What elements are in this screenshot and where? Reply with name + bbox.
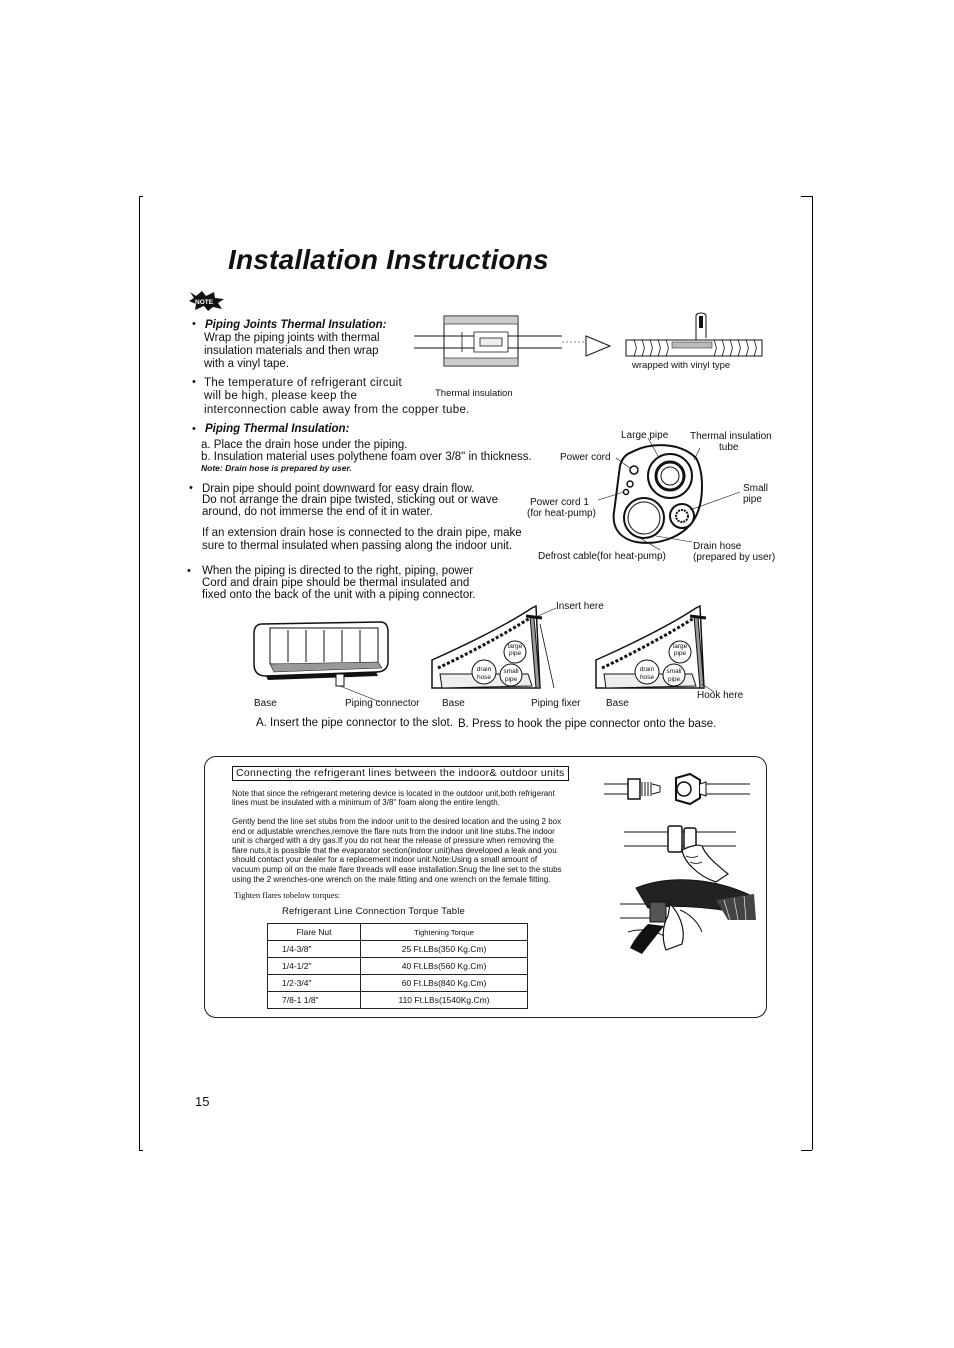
wrapped-label: wrapped with vinyl type [632, 360, 731, 371]
bullet: • [189, 482, 193, 494]
drain-hose-label: Drain hose [693, 541, 742, 552]
section2-line: The temperature of refrigerant circuit [204, 377, 403, 389]
power-cord1-label: Power cord 1 [530, 497, 589, 508]
bullet: • [192, 318, 196, 330]
table-cell: 60 Ft.LBs(840 Kg.Cm) [361, 975, 528, 992]
refrigerant-para2-line: vacuum pump oil on the male flare threads will ease installation.Snug the line set to the stubs [232, 865, 562, 874]
section1-line: insulation materials and then wrap [204, 345, 379, 357]
table-header-row [268, 924, 528, 941]
refrigerant-para1-line: lines must be insulated with a minimum of 3/8" foam along the entire length. [232, 798, 500, 807]
section4-ext-line: sure to thermal insulated when passing along the indoor unit. [202, 540, 513, 552]
drain-hose-small-label: drain [476, 666, 492, 673]
table-cell: 25 Ft.LBs(350 Kg.Cm) [361, 941, 528, 958]
table-row [268, 941, 528, 958]
refrigerant-section-heading: Connecting the refrigerant lines between the indoor& outdoor units [232, 766, 569, 781]
large-pipe-small-label: pipe [673, 650, 687, 657]
refrigerant-para1-line: Note that since the refrigerant metering device is located in the outdoor unit,both refrigerant [232, 789, 555, 798]
small-pipe-small-label: small [666, 668, 682, 675]
note-badge-icon [188, 290, 226, 312]
small-pipe-small-label: pipe [667, 676, 681, 683]
crop-mark-right-bottom [801, 1150, 812, 1151]
torque-table-title: Refrigerant Line Connection Torque Table [282, 906, 465, 917]
base-label: Base [254, 698, 277, 709]
section4-ext-line: If an extension drain hose is connected to the drain pipe, make [202, 527, 522, 539]
section1-heading: Piping Joints Thermal Insulation: [205, 319, 387, 331]
section1-line: with a vinyl tape. [204, 358, 290, 370]
thermal-tube-label: tube [719, 442, 739, 453]
refrigerant-para2-line: Gently bend the line set stubs from the indoor unit to the desired location and the using 2 box [232, 817, 562, 826]
two-wrenches-figure [620, 874, 760, 958]
table-row [268, 975, 528, 992]
section3-line-a: a. Place the drain hose under the piping. [201, 439, 408, 451]
large-pipe-small-label: large [507, 643, 523, 650]
table-cell: 1/4-3/8" [268, 941, 361, 958]
thermal-insulation-label: Thermal insulation [435, 388, 513, 399]
page-number: 15 [195, 1094, 210, 1109]
caption-b: B. Press to hook the pipe connector onto the base. [458, 718, 717, 730]
crop-mark-right [812, 196, 813, 1150]
section5-line: When the piping is directed to the right, piping, power [202, 565, 474, 577]
section3-heading: Piping Thermal Insulation: [205, 423, 350, 435]
large-pipe-small-label: large [672, 643, 688, 650]
table-header: Tightening Torque [361, 924, 528, 941]
table-cell: 110 Ft.LBs(1540Kg.Cm) [361, 992, 528, 1009]
pipe-cross-section-figure [600, 440, 710, 550]
torque-table [267, 923, 528, 1009]
bullet: • [192, 376, 196, 388]
small-pipe-small-label: pipe [504, 676, 518, 683]
flare-fittings-figure [604, 770, 754, 812]
section2-line: will be high, please keep the [204, 390, 358, 402]
section5-line: Cord and drain pipe should be thermal insulated and [202, 577, 470, 589]
crop-mark-left-top [139, 196, 143, 197]
crop-mark-right-top [801, 196, 812, 197]
table-cell: 7/8-1 1/8" [268, 992, 361, 1009]
caption-a: A. Insert the pipe connector to the slot. [256, 717, 453, 729]
hook-here-label: Hook here [697, 690, 744, 701]
bullet: • [187, 565, 191, 577]
table-cell: 1/2-3/4" [268, 975, 361, 992]
refrigerant-para2-line: unit is charged with a dry gas.If you do not hear the release of pressure when removing the [232, 836, 554, 846]
table-cell: 1/4-1/2" [268, 958, 361, 975]
base-hook-figure [592, 604, 732, 694]
large-pipe-label: Large pipe [621, 430, 669, 441]
refrigerant-para2-line: using the 2 wrenches-one wrench on the male fitting and one wrench on the female fitting. [232, 874, 551, 884]
base-label: Base [442, 698, 465, 709]
section5-line: fixed onto the back of the unit with a piping connector. [202, 589, 476, 601]
page-title: Installation Instructions [228, 244, 549, 275]
drain-hose-label: (prepared by user) [693, 552, 776, 563]
crop-mark-left-bottom [139, 1150, 143, 1151]
section3-note: Note: Drain hose is prepared by user. [201, 463, 352, 473]
large-pipe-small-label: pipe [508, 650, 522, 657]
section3-line-b: b. Insulation material uses polythene foam over 3/8" in thickness. [201, 451, 532, 463]
small-pipe-label: pipe [743, 494, 762, 505]
indoor-unit-figure [250, 618, 400, 698]
drain-hose-small-label: hose [476, 674, 492, 681]
section4-line: around, do not immerse the end of it in water. [202, 506, 433, 518]
section2-line: interconnection cable away from the copper tube. [204, 404, 470, 416]
drain-hose-small-label: hose [639, 674, 655, 681]
piping-fixer-label: Piping fixer [531, 698, 581, 709]
section4-line: Drain pipe should point downward for easy drain flow. [202, 483, 475, 495]
power-cord1-label: (for heat-pump) [527, 508, 596, 519]
small-pipe-small-label: small [503, 668, 519, 675]
table-cell: 40 Ft.LBs(560 Kg.Cm) [361, 958, 528, 975]
defrost-cable-label: Defrost cable(for heat-pump) [538, 551, 666, 562]
crop-mark-left [139, 196, 140, 1150]
drain-hose-small-label: drain [639, 666, 655, 673]
piping-connector-label: Piping connector [345, 698, 420, 709]
table-row [268, 992, 528, 1009]
thermal-tube-label: Thermal insulation [690, 431, 772, 442]
section4-line: Do not arrange the drain pipe twisted, sticking out or wave [202, 494, 498, 506]
refrigerant-para2-line: end or adjustable wrenches,remove the flare nuts from the indoor unit line stubs.The indoor [232, 826, 555, 836]
refrigerant-para2-line: should contact your dealer for a replacement indoor unit.Note:Using a small amount of [232, 855, 538, 865]
refrigerant-para2-line: flare nuts,it is possible that the evaporator section(indoor unit)has developed a leak and you [232, 845, 557, 855]
section1-line: Wrap the piping joints with thermal [204, 332, 380, 344]
table-header: Flare Nut [268, 924, 361, 941]
table-row [268, 958, 528, 975]
power-cord-label: Power cord [560, 452, 611, 463]
insert-here-label: Insert here [556, 601, 604, 612]
tighten-text: Tighten flares tobelow torques: [234, 890, 341, 900]
base-label: Base [606, 698, 629, 709]
bullet: • [192, 423, 196, 435]
note-badge-label: NOTE [195, 299, 214, 306]
base-insert-figure [428, 604, 568, 694]
small-pipe-label: Small [743, 483, 769, 494]
